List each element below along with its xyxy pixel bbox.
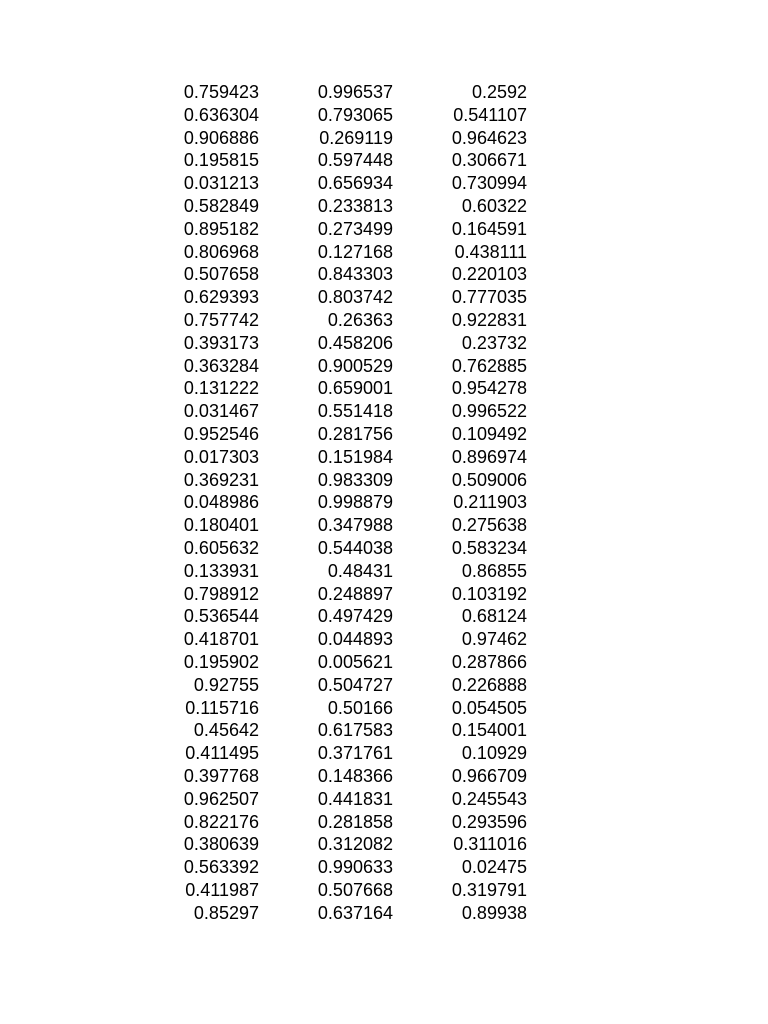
table-cell: 0.164591 [451, 218, 527, 239]
table-cell: 0.793065 [317, 104, 393, 125]
table-cell: 0.017303 [183, 446, 259, 467]
table-cell: 0.048986 [183, 492, 259, 513]
table-row [140, 697, 527, 720]
table-cell: 0.60322 [461, 195, 527, 216]
table-cell: 0.990633 [317, 857, 393, 878]
table-cell: 0.109492 [451, 423, 527, 444]
table-row [140, 309, 527, 332]
table-row [140, 879, 527, 902]
table-cell: 0.759423 [183, 82, 259, 102]
table-cell: 0.629393 [183, 287, 259, 308]
table-cell: 0.2592 [471, 82, 527, 102]
table-cell: 0.583234 [451, 537, 527, 558]
table-cell: 0.287866 [451, 651, 527, 672]
table-cell: 0.312082 [317, 834, 393, 855]
table-cell: 0.10929 [461, 743, 527, 764]
data-table [140, 81, 527, 924]
table-cell: 0.996522 [451, 401, 527, 422]
table-cell: 0.798912 [183, 583, 259, 604]
table-row [140, 377, 527, 400]
table-row [140, 514, 527, 537]
table-cell: 0.922831 [451, 309, 527, 330]
table-cell: 0.900529 [317, 355, 393, 376]
table-cell: 0.393173 [183, 332, 259, 353]
table-cell: 0.438111 [454, 241, 527, 262]
table-cell: 0.103192 [451, 583, 527, 604]
table-body [140, 81, 527, 924]
table-row [140, 902, 527, 925]
table-cell: 0.48431 [327, 560, 393, 581]
table-row [140, 172, 527, 195]
table-cell: 0.458206 [317, 332, 393, 353]
table-cell: 0.68124 [461, 606, 527, 627]
table-row [140, 605, 527, 628]
table-row [140, 400, 527, 423]
table-cell: 0.544038 [317, 537, 393, 558]
table-cell: 0.245543 [451, 788, 527, 809]
table-cell: 0.347988 [317, 515, 393, 536]
table-row [140, 856, 527, 879]
table-cell: 0.92755 [193, 674, 259, 695]
table-cell: 0.730994 [451, 173, 527, 194]
table-cell: 0.306671 [451, 150, 527, 171]
table-row [140, 788, 527, 811]
table-row [140, 355, 527, 378]
table-row [140, 104, 527, 127]
table-cell: 0.148366 [317, 765, 393, 786]
table-cell: 0.541107 [453, 104, 527, 125]
table-cell: 0.551418 [317, 401, 393, 422]
table-cell: 0.983309 [317, 469, 393, 490]
table-cell: 0.031213 [183, 173, 259, 194]
table-cell: 0.031467 [183, 401, 259, 422]
table-cell: 0.269119 [319, 127, 393, 148]
table-cell: 0.507668 [317, 879, 393, 900]
table-row [140, 286, 527, 309]
table-row [140, 195, 527, 218]
table-row [140, 537, 527, 560]
table-cell: 0.563392 [183, 857, 259, 878]
table-cell: 0.895182 [183, 218, 259, 239]
table-cell: 0.906886 [183, 127, 259, 148]
table-row [140, 127, 527, 150]
table-cell: 0.115716 [185, 697, 259, 718]
table-cell: 0.195815 [183, 150, 259, 171]
table-cell: 0.659001 [317, 378, 393, 399]
table-cell: 0.822176 [183, 811, 259, 832]
table-row [140, 332, 527, 355]
table-cell: 0.617583 [317, 720, 393, 741]
table-cell: 0.998879 [317, 492, 393, 513]
table-row [140, 446, 527, 469]
table-cell: 0.582849 [183, 195, 259, 216]
table-cell: 0.371761 [317, 743, 393, 764]
table-row [140, 628, 527, 651]
table-cell: 0.605632 [183, 537, 259, 558]
table-cell: 0.273499 [317, 218, 393, 239]
table-cell: 0.363284 [183, 355, 259, 376]
table-cell: 0.319791 [451, 879, 527, 900]
table-cell: 0.806968 [183, 241, 259, 262]
table-cell: 0.369231 [183, 469, 259, 490]
table-row [140, 719, 527, 742]
table-row [140, 765, 527, 788]
table-row [140, 583, 527, 606]
table-cell: 0.133931 [183, 560, 259, 581]
table-cell: 0.504727 [317, 674, 393, 695]
table-cell: 0.89938 [461, 902, 527, 923]
table-row [140, 149, 527, 172]
table-cell: 0.536544 [183, 606, 259, 627]
table-cell: 0.151984 [317, 446, 393, 467]
table-cell: 0.275638 [451, 515, 527, 536]
table-cell: 0.803742 [317, 287, 393, 308]
table-row [140, 811, 527, 834]
table-cell: 0.50166 [327, 697, 393, 718]
table-cell: 0.97462 [461, 629, 527, 650]
table-cell: 0.220103 [451, 264, 527, 285]
table-cell: 0.85297 [193, 902, 259, 923]
table-cell: 0.281858 [317, 811, 393, 832]
table-cell: 0.02475 [461, 857, 527, 878]
table-cell: 0.656934 [317, 173, 393, 194]
table-cell: 0.497429 [317, 606, 393, 627]
table-cell: 0.964623 [451, 127, 527, 148]
table-cell: 0.411495 [185, 743, 259, 764]
table-cell: 0.966709 [451, 765, 527, 786]
table-row [140, 218, 527, 241]
table-cell: 0.636304 [183, 104, 259, 125]
table-cell: 0.507658 [183, 264, 259, 285]
table-row [140, 81, 527, 104]
table-cell: 0.509006 [451, 469, 527, 490]
table-cell: 0.843303 [317, 264, 393, 285]
table-cell: 0.45642 [193, 720, 259, 741]
table-cell: 0.441831 [317, 788, 393, 809]
table-cell: 0.127168 [317, 241, 393, 262]
table-cell: 0.233813 [317, 195, 393, 216]
table-cell: 0.962507 [183, 788, 259, 809]
table-cell: 0.380639 [183, 834, 259, 855]
table-cell: 0.248897 [317, 583, 393, 604]
table-row [140, 241, 527, 264]
table-cell: 0.005621 [317, 651, 393, 672]
table-row [140, 833, 527, 856]
table-cell: 0.397768 [183, 765, 259, 786]
table-cell: 0.044893 [317, 629, 393, 650]
table-cell: 0.418701 [183, 629, 259, 650]
table-cell: 0.293596 [451, 811, 527, 832]
table-cell: 0.757742 [183, 309, 259, 330]
table-row [140, 674, 527, 697]
table-cell: 0.411987 [185, 879, 259, 900]
table-cell: 0.180401 [183, 515, 259, 536]
table-cell: 0.597448 [317, 150, 393, 171]
table-cell: 0.954278 [451, 378, 527, 399]
table-cell: 0.952546 [183, 423, 259, 444]
table-cell: 0.23732 [461, 332, 527, 353]
table-row [140, 742, 527, 765]
table-cell: 0.777035 [451, 287, 527, 308]
table-cell: 0.26363 [327, 309, 393, 330]
table-cell: 0.131222 [183, 378, 259, 399]
table-row [140, 491, 527, 514]
table-cell: 0.281756 [317, 423, 393, 444]
table-cell: 0.226888 [451, 674, 527, 695]
table-row [140, 560, 527, 583]
table-row [140, 469, 527, 492]
table-row [140, 423, 527, 446]
table-row [140, 651, 527, 674]
table-cell: 0.154001 [451, 720, 527, 741]
table-cell: 0.996537 [317, 82, 393, 102]
table-cell: 0.637164 [317, 902, 393, 923]
table-cell: 0.054505 [451, 697, 527, 718]
table-cell: 0.86855 [461, 560, 527, 581]
table-row [140, 263, 527, 286]
table-cell: 0.311016 [453, 834, 527, 855]
table-cell: 0.762885 [451, 355, 527, 376]
table-cell: 0.195902 [183, 651, 259, 672]
table-cell: 0.211903 [453, 492, 527, 513]
table-cell: 0.896974 [451, 446, 527, 467]
